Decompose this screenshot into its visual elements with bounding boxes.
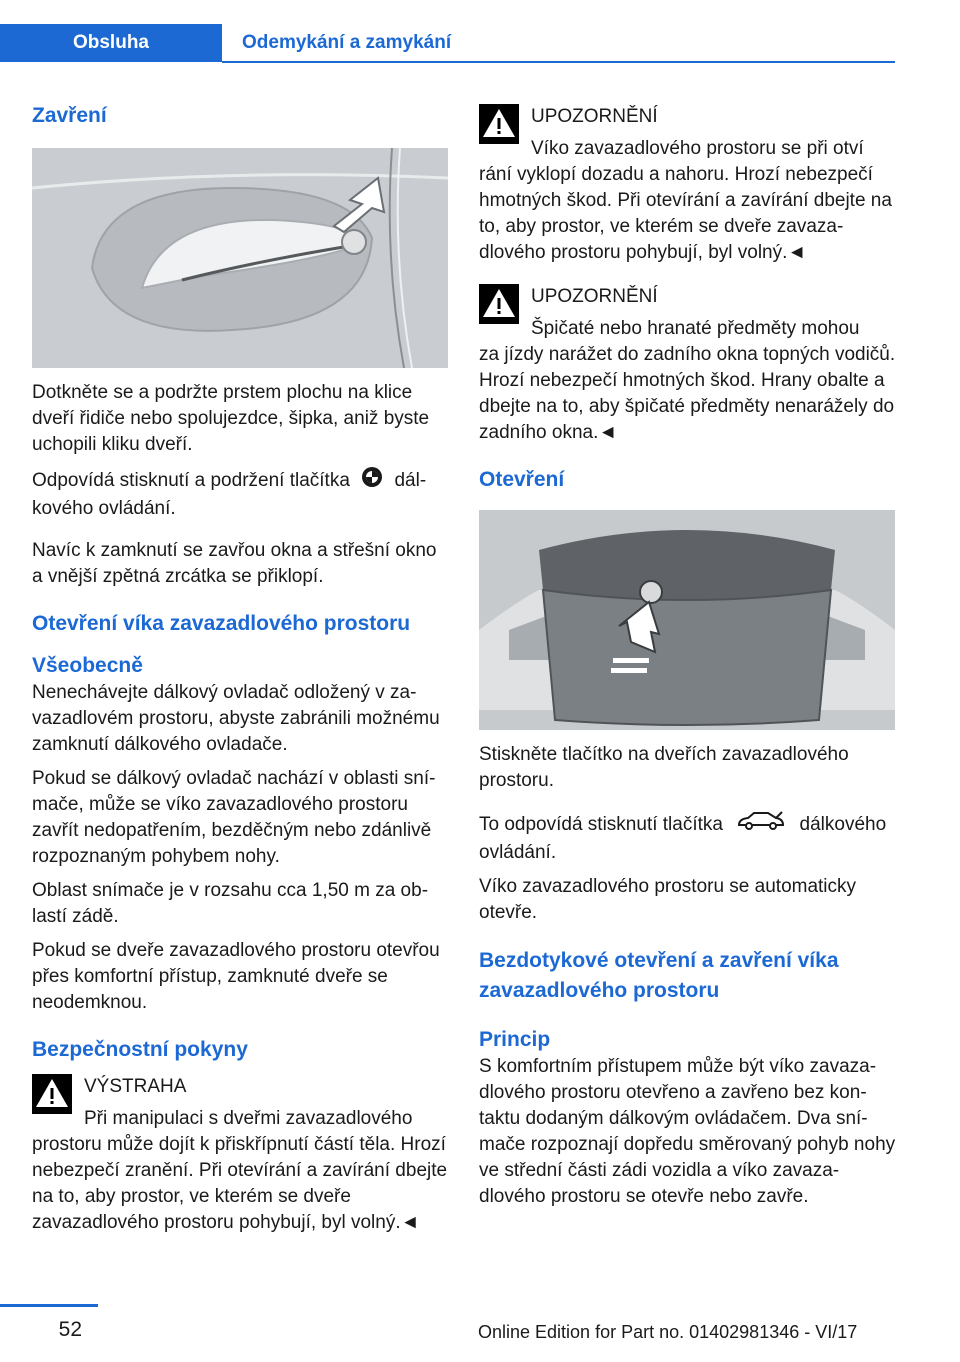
caution-box-2: [479, 284, 897, 446]
otevreni-text-2b: dálkového ovládání.: [479, 814, 887, 863]
caution-box-1: [479, 104, 897, 266]
page-number: 52: [58, 1318, 82, 1341]
section-tab-odemykani[interactable]: Odemykání a zamykání: [242, 32, 452, 53]
warning-triangle-icon: [479, 104, 519, 144]
heading-princip: Princip: [479, 1028, 551, 1051]
otevreni-text-2: [479, 810, 897, 866]
heading-bezpecnostni-pokyny: Bezpečnostní pokyny: [32, 1038, 248, 1061]
zavreni-text-2b: dálkového ovládání.: [32, 470, 427, 519]
zavreni-text-2: [32, 466, 450, 522]
left-column: [32, 98, 450, 1236]
zavreni-text-1: Dotkněte se a podržte prstem plochu na klice dveří řidiče nebo spolujezdce, šipka, aniž byste uchopili kliku dveří.: [32, 382, 430, 455]
heading-otevreni: Otevření: [479, 468, 565, 491]
warning-box: [32, 1074, 450, 1236]
edition-note: Online Edition for Part no. 01402981346 - VI/17: [478, 1322, 858, 1342]
bmw-lock-button-icon: [361, 466, 383, 496]
caution-1-title: UPOZORNĚNÍ: [531, 106, 658, 127]
caution-2-title: UPOZORNĚNÍ: [531, 286, 658, 307]
zavreni-text-2a: Odpovídá stisknutí a podržení tlačítka: [32, 470, 350, 492]
warning-triangle-icon: [479, 284, 519, 324]
caution-2-line1: Špičaté nebo hranaté předměty mohou: [531, 318, 860, 339]
warning-triangle-icon: [32, 1074, 72, 1114]
right-column: [479, 104, 897, 1210]
vseobecne-text-3: Oblast snímače je v rozsahu cca 1,50 m za oblastí zádě.: [32, 880, 429, 927]
caution-2-rest: za jízdy narážet do zadního okna topných vodičů. Hrozí nebezpečí hmotných škod. Hrany obalte a dbejte na to, aby špičaté předměty nenarážely do zadního okna.◄: [479, 344, 896, 443]
warning-title: VÝSTRAHA: [84, 1076, 187, 1097]
warning-text-line1: Při manipulaci s dveřmi zavazadlového: [84, 1108, 413, 1129]
otevreni-text-3: Víko zavazadlového prostoru se automaticky otevře.: [479, 876, 857, 923]
princip-text: S komfortním přístupem může být víko zavazadlového prostoru otevřeno a zavřeno bez kontaktu dodaným dálkovým ovládačem. Dva snímače rozpoznají dopředu směrovaný pohyb nohy ve střední části zádi vozidla a víko zavazadlového prostoru se otevře nebo zavře.: [479, 1056, 896, 1207]
caution-1-line1: Víko zavazadlového prostoru se při otví: [531, 138, 864, 159]
caution-1-rest: rání vyklopí dozadu a nahoru. Hrozí nebezpečí hmotných škod. Při otevírání a zavírání dbejte na to, aby prostor, ve kterém se dveře zavazadlového prostoru pohybují, byl volný.◄: [479, 164, 892, 263]
tailgate-illustration: [479, 510, 895, 730]
header-rule: [222, 61, 895, 63]
car-trunk-button-icon: [736, 810, 786, 840]
footer-rule: [0, 1304, 98, 1307]
heading-bezdotykove: Bezdotykové otevření a zavření víka zavazadlového prostoru: [479, 949, 839, 1002]
vseobecne-text-2: Pokud se dálkový ovladač nachází v oblasti snímače, může se víko zavazadlového prostoru zavřít nedopatřením, bezděčným nebo zdánlivě rozpoznaným pohybem nohy.: [32, 768, 436, 867]
warning-text-rest: prostoru může dojít k přiskřípnutí částí těla. Hrozí nebezpečí zranění. Při otevírání a zavírání dbejte na to, aby prostor, ve kterém se dveře zavazadlového prostoru pohybují, byl volný.◄: [32, 1134, 448, 1233]
section-tab-obsluha[interactable]: Obsluha: [0, 24, 222, 62]
otevreni-text-2a: To odpovídá stisknutí tlačítka: [479, 814, 723, 836]
vseobecne-text-1: Nenechávejte dálkový ovladač odložený v zavazadlovém prostoru, abyste zabránili možnému zamknutí dálkového ovladače.: [32, 682, 440, 755]
vseobecne-text-4: Pokud se dveře zavazadlového prostoru otevřou přes komfortní přístup, zamknuté dveře se neodemknou.: [32, 940, 440, 1013]
zavreni-text-3: Navíc k zamknutí se zavřou okna a střešní okno a vnější zpětná zrcátka se přiklopí.: [32, 540, 437, 587]
page-header: [0, 0, 960, 64]
otevreni-text-1: Stiskněte tlačítko na dveřích zavazadlového prostoru.: [479, 744, 849, 791]
heading-zavreni: Zavření: [32, 104, 107, 127]
heading-otevreni-vika: Otevření víka zavazadlového prostoru: [32, 612, 411, 635]
door-handle-illustration: [32, 148, 448, 368]
heading-vseobecne: Všeobecně: [32, 654, 143, 677]
